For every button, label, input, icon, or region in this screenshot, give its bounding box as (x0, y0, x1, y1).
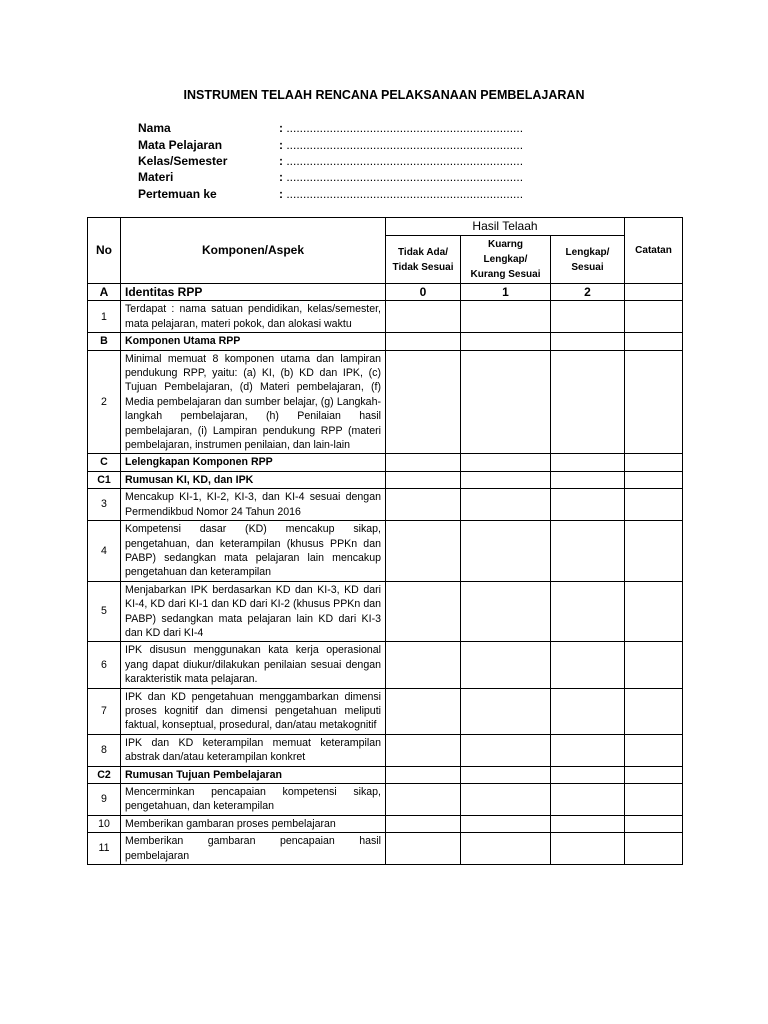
note-cell[interactable] (625, 489, 683, 521)
identity-field[interactable]: : ....................................................................... (279, 186, 524, 201)
header-aspect: Komponen/Aspek (121, 218, 386, 284)
table-row: 11 Memberikan gambaran pencapaian hasil pembelajaran (88, 833, 683, 865)
table-row: 3 Mencakup KI-1, KI-2, KI-3, dan KI-4 sesuai dengan Permendikbud Nomor 24 Tahun 2016 (88, 489, 683, 521)
table-row: 6 IPK disusun menggunakan kata kerja operasional yang dapat diukur/dilakukan penilaian sesuai dengan karakteristik mata pelajaran. (88, 642, 683, 688)
score-cell[interactable] (551, 489, 625, 521)
score-cell[interactable] (386, 642, 461, 688)
score-cell[interactable] (551, 350, 625, 454)
score-cell[interactable] (551, 581, 625, 642)
table-row: 8 IPK dan KD keterampilan memuat keterampilan abstrak dan/atau keterampilan konkret (88, 734, 683, 766)
score-cell[interactable] (461, 454, 551, 471)
score-cell[interactable] (386, 766, 461, 783)
table-row: 10 Memberikan gambaran proses pembelajaran (88, 815, 683, 832)
score-cell[interactable] (551, 521, 625, 582)
note-cell[interactable] (625, 333, 683, 350)
score-cell[interactable] (461, 815, 551, 832)
identity-label: Mata Pelajaran (138, 137, 223, 152)
note-cell[interactable] (625, 815, 683, 832)
score-cell[interactable] (551, 833, 625, 865)
identity-row-class (138, 153, 523, 169)
table-row: C Lelengkapan Komponen RPP (88, 454, 683, 471)
table-row: 2 Minimal memuat 8 komponen utama dan lampiran pendukung RPP, yaitu: (a) KI, (b) KD dan IPK, (c) Tujuan Pembelajaran, (d) Materi pembelajaran, (f) Media pembelajaran dan sumber belajar, (g) Langkah-langkah pembelajaran, (h) Penilaian hasil pembelajaran, (i) Lampiran pendukung RPP (materi pembelajaran, instrumen penilaian, dan lain-lain (88, 350, 683, 454)
note-cell[interactable] (625, 301, 683, 333)
score-cell[interactable] (461, 581, 551, 642)
identity-field[interactable]: : ....................................................................... (279, 153, 524, 168)
score-cell[interactable] (461, 642, 551, 688)
document-title: INSTRUMEN TELAAH RENCANA PELAKSANAAN PEMBELAJARAN (183, 88, 585, 102)
note-cell[interactable] (625, 581, 683, 642)
identity-row-material (138, 169, 523, 185)
score-cell[interactable] (551, 688, 625, 734)
score-cell[interactable] (461, 688, 551, 734)
score-cell[interactable] (386, 734, 461, 766)
identity-row-name (138, 120, 523, 136)
score-cell[interactable] (551, 454, 625, 471)
table-row: 1 Terdapat : nama satuan pendidikan, kelas/semester, mata pelajaran, materi pokok, dan alokasi waktu (88, 301, 683, 333)
table-row: B Komponen Utama RPP (88, 333, 683, 350)
identity-row-subject (138, 136, 523, 152)
score-cell[interactable] (551, 815, 625, 832)
score-cell[interactable] (386, 833, 461, 865)
table-row: C1 Rumusan KI, KD, dan IPK (88, 471, 683, 488)
table-row: 5 Menjabarkan IPK berdasarkan KD dan KI-3, KD dari KI-4, KD dari KI-1 dan KD dari KI-2 (khusus PPKn dan PABP) sedangkan mata pelajaran lain KD dari KI-3 dan KD dari KI-4 (88, 581, 683, 642)
score-cell[interactable] (386, 350, 461, 454)
header-less-complete: Kuarng Lengkap/ Kurang Sesuai (461, 236, 551, 284)
score-cell[interactable] (386, 333, 461, 350)
score-cell[interactable] (386, 471, 461, 488)
identity-field[interactable]: : ....................................................................... (279, 170, 524, 185)
note-cell[interactable] (625, 350, 683, 454)
note-cell[interactable] (625, 833, 683, 865)
note-cell[interactable] (625, 521, 683, 582)
score-cell[interactable] (386, 521, 461, 582)
score-cell[interactable] (461, 471, 551, 488)
identity-label: Materi (138, 170, 174, 185)
identity-label: Kelas/Semester (138, 153, 228, 168)
header-complete: Lengkap/ Sesuai (551, 236, 625, 284)
header-note: Catatan (625, 218, 683, 284)
identity-label: Nama (138, 121, 171, 136)
score-cell[interactable] (461, 489, 551, 521)
table-row: 9 Mencerminkan pencapaian kompetensi sikap, pengetahuan, dan keterampilan (88, 784, 683, 816)
score-cell[interactable] (551, 333, 625, 350)
score-cell[interactable] (461, 333, 551, 350)
table-row: C2 Rumusan Tujuan Pembelajaran (88, 766, 683, 783)
identity-field[interactable]: : ....................................................................... (279, 137, 524, 152)
note-cell[interactable] (625, 784, 683, 816)
note-cell[interactable] (625, 284, 683, 301)
note-cell[interactable] (625, 734, 683, 766)
score-2: 2 (551, 284, 625, 301)
score-cell[interactable] (461, 784, 551, 816)
score-cell[interactable] (551, 766, 625, 783)
score-cell[interactable] (461, 350, 551, 454)
score-0: 0 (386, 284, 461, 301)
score-cell[interactable] (461, 734, 551, 766)
header-result: Hasil Telaah (386, 218, 625, 236)
score-cell[interactable] (551, 301, 625, 333)
note-cell[interactable] (625, 688, 683, 734)
note-cell[interactable] (625, 642, 683, 688)
score-cell[interactable] (551, 642, 625, 688)
score-cell[interactable] (386, 301, 461, 333)
score-cell[interactable] (386, 581, 461, 642)
score-cell[interactable] (461, 766, 551, 783)
note-cell[interactable] (625, 766, 683, 783)
score-1: 1 (461, 284, 551, 301)
table-row: A Identitas RPP 0 1 2 (88, 284, 683, 301)
score-cell[interactable] (461, 521, 551, 582)
header-not-present: Tidak Ada/ Tidak Sesuai (386, 236, 461, 284)
table-row: 7 IPK dan KD pengetahuan menggambarkan dimensi proses kognitif dan dimensi pengetahuan meliputi faktual, konseptual, prosedural, dan/atau metakognitif (88, 688, 683, 734)
score-cell[interactable] (461, 301, 551, 333)
score-cell[interactable] (551, 784, 625, 816)
score-cell[interactable] (551, 734, 625, 766)
identity-block (138, 120, 523, 202)
review-table (87, 217, 683, 865)
score-cell[interactable] (386, 784, 461, 816)
score-cell[interactable] (551, 471, 625, 488)
score-cell[interactable] (386, 454, 461, 471)
note-cell[interactable] (625, 471, 683, 488)
identity-row-meeting (138, 186, 523, 202)
identity-label: Pertemuan ke (138, 186, 217, 201)
header-no: No (88, 218, 121, 284)
score-cell[interactable] (386, 688, 461, 734)
score-cell[interactable] (386, 489, 461, 521)
score-cell[interactable] (461, 833, 551, 865)
identity-field[interactable]: : ....................................................................... (279, 121, 524, 136)
note-cell[interactable] (625, 454, 683, 471)
table-row: 4 Kompetensi dasar (KD) mencakup sikap, pengetahuan, dan keterampilan (khusus PPKn dan PABP) sedangkan mata pelajaran lain mencakup pengetahuan dan keterampilan (88, 521, 683, 582)
score-cell[interactable] (386, 815, 461, 832)
